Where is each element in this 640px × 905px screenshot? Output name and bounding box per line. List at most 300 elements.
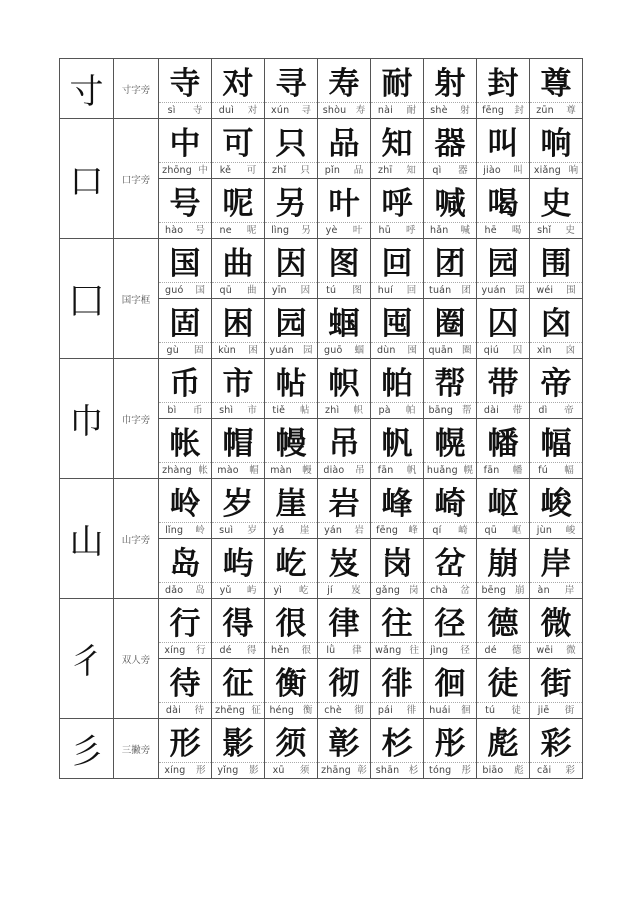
printed-character: 叶	[352, 225, 363, 236]
pinyin-text: màn	[270, 465, 292, 476]
handwritten-character: 可	[212, 119, 264, 163]
handwritten-character: 帮	[424, 359, 476, 403]
printed-character: 幅	[564, 465, 574, 476]
pinyin-label	[477, 463, 529, 478]
handwritten-character: 很	[265, 599, 317, 643]
pinyin-text: dǎo	[165, 585, 184, 596]
radical-glyph: 巾	[60, 359, 114, 479]
printed-character: 币	[193, 405, 203, 416]
pinyin-label	[424, 523, 476, 538]
pinyin-label	[318, 763, 370, 778]
character-cell	[318, 539, 371, 599]
printed-character: 帖	[300, 405, 310, 416]
pinyin-text: biāo	[482, 765, 504, 776]
pinyin-label	[477, 403, 529, 418]
pinyin-label	[318, 283, 370, 298]
pinyin-label	[159, 523, 211, 538]
handwritten-character: 彤	[424, 719, 476, 763]
handwritten-character: 帜	[318, 359, 370, 403]
pinyin-label	[371, 763, 423, 778]
pinyin-label	[318, 583, 370, 598]
pinyin-text: zhī	[378, 165, 393, 176]
pinyin-label	[530, 763, 582, 778]
pinyin-text: yuán	[481, 285, 506, 296]
printed-character: 很	[301, 645, 311, 656]
printed-character: 峻	[565, 525, 576, 536]
printed-character: 知	[406, 165, 416, 176]
pinyin-label	[424, 583, 476, 598]
pinyin-text: sì	[167, 105, 176, 116]
handwritten-character: 峻	[530, 479, 582, 523]
pinyin-label	[530, 703, 582, 718]
printed-character: 行	[196, 645, 206, 656]
pinyin-text: jìng	[430, 645, 449, 656]
handwritten-character: 吊	[318, 419, 370, 463]
pinyin-text: kě	[219, 165, 232, 176]
printed-character: 帽	[249, 465, 259, 476]
pinyin-text: guó	[165, 285, 184, 296]
character-cell	[530, 239, 583, 299]
printed-character: 封	[514, 105, 524, 116]
pinyin-label	[477, 163, 529, 178]
pinyin-text: fān	[483, 465, 500, 476]
printed-character: 响	[568, 165, 579, 176]
pinyin-label	[159, 103, 211, 118]
handwritten-character: 寻	[265, 59, 317, 103]
handwritten-character: 蝈	[318, 299, 370, 343]
handwritten-character: 帆	[371, 419, 423, 463]
pinyin-label	[159, 583, 211, 598]
pinyin-text: zhǐ	[272, 165, 287, 176]
character-cell	[265, 179, 318, 239]
character-cell	[477, 179, 530, 239]
pinyin-text: shǐ	[537, 225, 552, 236]
printed-character: 帆	[406, 465, 417, 476]
handwritten-character: 对	[212, 59, 264, 103]
character-cell	[477, 719, 530, 779]
radical-glyph: 囗	[60, 239, 114, 359]
printed-character: 屿	[246, 585, 257, 596]
handwritten-character: 困	[212, 299, 264, 343]
pinyin-label	[530, 463, 582, 478]
pinyin-text: zhāng	[321, 765, 352, 776]
handwritten-character: 固	[159, 299, 211, 343]
printed-character: 因	[300, 285, 311, 296]
printed-character: 岸	[564, 585, 575, 596]
handwritten-character: 幡	[477, 419, 529, 463]
printed-character: 徘	[406, 705, 417, 716]
radical-glyph: 彡	[60, 719, 114, 779]
printed-character: 尊	[566, 105, 576, 116]
pinyin-text: qiú	[483, 345, 500, 356]
printed-character: 喊	[460, 225, 470, 236]
pinyin-text: yá	[272, 525, 285, 536]
pinyin-label	[212, 403, 264, 418]
character-cell	[530, 539, 583, 599]
pinyin-label	[530, 223, 582, 238]
pinyin-text: tóng	[429, 765, 452, 776]
handwritten-character: 影	[212, 719, 264, 763]
pinyin-text: xíng	[164, 765, 186, 776]
pinyin-text: jùn	[536, 525, 553, 536]
handwritten-character: 微	[530, 599, 582, 643]
pinyin-text: bāng	[428, 405, 454, 416]
pinyin-label	[318, 223, 370, 238]
pinyin-label	[265, 283, 317, 298]
printed-character: 国	[195, 285, 205, 296]
printed-character: 曲	[246, 285, 257, 296]
pinyin-text: huǎng	[426, 465, 458, 476]
character-cell	[318, 359, 371, 419]
handwritten-character: 屹	[265, 539, 317, 583]
radical-glyph: 山	[60, 479, 114, 599]
pinyin-label	[265, 643, 317, 658]
character-cell	[477, 539, 530, 599]
handwritten-character: 团	[424, 239, 476, 283]
radical-name: 口字旁	[114, 119, 159, 239]
character-cell	[212, 719, 265, 779]
pinyin-text: xìn	[536, 345, 552, 356]
pinyin-text: shì	[219, 405, 234, 416]
pinyin-label	[159, 763, 211, 778]
character-cell	[424, 539, 477, 599]
pinyin-label	[371, 283, 423, 298]
character-cell	[530, 659, 583, 719]
character-row	[60, 599, 583, 659]
printed-character: 崎	[458, 525, 468, 536]
character-cell	[159, 719, 212, 779]
printed-character: 徒	[511, 705, 521, 716]
character-cell	[424, 239, 477, 299]
printed-character: 待	[194, 705, 205, 716]
pinyin-text: jí	[327, 585, 333, 596]
pinyin-label	[530, 403, 582, 418]
handwritten-character: 只	[265, 119, 317, 163]
character-cell	[371, 239, 424, 299]
pinyin-text: yǐng	[217, 765, 239, 776]
printed-character: 街	[564, 705, 575, 716]
printed-character: 史	[565, 225, 575, 236]
printed-character: 困	[248, 345, 258, 356]
handwritten-character: 尊	[530, 59, 582, 103]
handwritten-character: 律	[318, 599, 370, 643]
handwritten-character: 杉	[371, 719, 423, 763]
character-cell	[424, 479, 477, 539]
handwritten-character: 寿	[318, 59, 370, 103]
printed-character: 帕	[405, 405, 416, 416]
printed-character: 帜	[353, 405, 363, 416]
pinyin-text: dài	[165, 705, 181, 716]
pinyin-label	[265, 343, 317, 358]
handwritten-character: 帖	[265, 359, 317, 403]
pinyin-label	[530, 523, 582, 538]
pinyin-label	[318, 403, 370, 418]
printed-character: 呢	[246, 225, 257, 236]
pinyin-label	[477, 343, 529, 358]
pinyin-text: héng	[269, 705, 295, 716]
character-cell	[371, 479, 424, 539]
pinyin-label	[477, 703, 529, 718]
handwritten-character: 彪	[477, 719, 529, 763]
pinyin-text: jiào	[483, 165, 501, 176]
pinyin-label	[371, 103, 423, 118]
printed-character: 岩	[354, 525, 364, 536]
character-row	[60, 239, 583, 299]
pinyin-text: qū	[219, 285, 232, 296]
character-cell	[424, 179, 477, 239]
pinyin-label	[318, 703, 370, 718]
pinyin-label	[477, 523, 529, 538]
printed-character: 园	[514, 285, 525, 296]
handwritten-character: 因	[265, 239, 317, 283]
pinyin-text: tú	[485, 705, 496, 716]
character-cell	[159, 539, 212, 599]
character-cell	[477, 299, 530, 359]
printed-character: 微	[566, 645, 576, 656]
pinyin-label	[212, 163, 264, 178]
pinyin-text: yuán	[269, 345, 294, 356]
character-cell	[424, 59, 477, 119]
handwritten-character: 呢	[212, 179, 264, 223]
pinyin-text: gǎng	[375, 585, 401, 596]
printed-character: 号	[195, 225, 205, 236]
character-row	[60, 719, 583, 779]
pinyin-text: zūn	[536, 105, 554, 116]
handwritten-character: 崩	[477, 539, 529, 583]
pinyin-text: chà	[430, 585, 448, 596]
printed-character: 须	[299, 765, 310, 776]
pinyin-text: lǐng	[165, 525, 184, 536]
pinyin-text: fēng	[482, 105, 505, 116]
character-cell	[212, 59, 265, 119]
handwritten-character: 衡	[265, 659, 317, 703]
pinyin-label	[530, 643, 582, 658]
character-cell	[265, 239, 318, 299]
printed-character: 囟	[565, 345, 576, 356]
pinyin-text: yì	[273, 585, 283, 596]
handwritten-character: 峰	[371, 479, 423, 523]
printed-character: 得	[246, 645, 257, 656]
character-cell	[530, 59, 583, 119]
handwritten-character: 中	[159, 119, 211, 163]
pinyin-text: huí	[377, 285, 394, 296]
pinyin-label	[265, 523, 317, 538]
character-cell	[318, 179, 371, 239]
pinyin-text: pà	[378, 405, 391, 416]
character-cell	[265, 599, 318, 659]
character-row	[60, 479, 583, 539]
handwritten-character: 另	[265, 179, 317, 223]
pinyin-text: xíng	[164, 645, 186, 656]
pinyin-label	[424, 763, 476, 778]
character-cell	[212, 419, 265, 479]
printed-character: 岁	[247, 525, 257, 536]
pinyin-label	[424, 703, 476, 718]
pinyin-text: chè	[324, 705, 342, 716]
character-cell	[318, 599, 371, 659]
printed-character: 岗	[409, 585, 419, 596]
pinyin-text: kùn	[218, 345, 237, 356]
pinyin-label	[159, 643, 211, 658]
printed-character: 团	[461, 285, 471, 296]
pinyin-text: shòu	[322, 105, 347, 116]
character-cell	[265, 299, 318, 359]
pinyin-label	[371, 403, 423, 418]
pinyin-label	[530, 163, 582, 178]
pinyin-label	[212, 283, 264, 298]
handwritten-character: 知	[371, 119, 423, 163]
printed-character: 幔	[302, 465, 312, 476]
handwritten-character: 器	[424, 119, 476, 163]
handwritten-character: 岁	[212, 479, 264, 523]
printed-character: 彻	[354, 705, 364, 716]
pinyin-text: wēi	[536, 645, 554, 656]
pinyin-text: wǎng	[375, 645, 402, 656]
pinyin-label	[424, 643, 476, 658]
pinyin-text: xún	[271, 105, 290, 116]
character-cell	[371, 179, 424, 239]
printed-character: 寺	[192, 105, 203, 116]
printed-character: 徊	[461, 705, 471, 716]
handwritten-character: 园	[477, 239, 529, 283]
pinyin-label	[530, 283, 582, 298]
pinyin-text: fēng	[376, 525, 399, 536]
handwritten-character: 封	[477, 59, 529, 103]
character-cell	[371, 59, 424, 119]
pinyin-text: qū	[484, 525, 497, 536]
printed-character: 带	[512, 405, 523, 416]
radical-name: 寸字旁	[114, 59, 159, 119]
pinyin-label	[477, 643, 529, 658]
printed-character: 帮	[462, 405, 472, 416]
pinyin-label	[477, 763, 529, 778]
printed-character: 杉	[408, 765, 419, 776]
pinyin-label	[371, 163, 423, 178]
handwritten-character: 帕	[371, 359, 423, 403]
pinyin-label	[424, 103, 476, 118]
handwritten-character: 曲	[212, 239, 264, 283]
handwritten-character: 得	[212, 599, 264, 643]
pinyin-label	[371, 463, 423, 478]
printed-character: 只	[300, 165, 310, 176]
handwritten-character: 徒	[477, 659, 529, 703]
handwritten-character: 图	[318, 239, 370, 283]
character-cell	[424, 359, 477, 419]
character-cell	[318, 119, 371, 179]
handwritten-character: 彻	[318, 659, 370, 703]
pinyin-label	[159, 223, 211, 238]
handwritten-character: 徊	[424, 659, 476, 703]
pinyin-label	[159, 703, 211, 718]
character-cell	[477, 479, 530, 539]
pinyin-text: xiǎng	[533, 165, 561, 176]
handwritten-character: 徘	[371, 659, 423, 703]
handwritten-character: 崖	[265, 479, 317, 523]
pinyin-label	[212, 463, 264, 478]
character-cell	[371, 299, 424, 359]
printed-character: 器	[458, 165, 468, 176]
printed-character: 德	[511, 645, 522, 656]
pinyin-text: jiē	[537, 705, 550, 716]
handwritten-character: 岔	[424, 539, 476, 583]
pinyin-text: tú	[326, 285, 337, 296]
radical-name: 国字框	[114, 239, 159, 359]
handwritten-character: 街	[530, 659, 582, 703]
pinyin-label	[159, 343, 211, 358]
handwritten-character: 行	[159, 599, 211, 643]
printed-character: 彤	[461, 765, 471, 776]
character-cell	[477, 119, 530, 179]
character-cell	[424, 599, 477, 659]
printed-character: 围	[566, 285, 576, 296]
character-cell	[265, 419, 318, 479]
character-cell	[371, 419, 424, 479]
printed-character: 影	[249, 765, 259, 776]
printed-character: 固	[193, 345, 204, 356]
printed-character: 彪	[514, 765, 524, 776]
printed-character: 回	[406, 285, 417, 296]
pinyin-text: dé	[219, 645, 232, 656]
printed-character: 峰	[408, 525, 418, 536]
pinyin-label	[265, 103, 317, 118]
pinyin-label	[265, 403, 317, 418]
pinyin-text: yīn	[271, 285, 287, 296]
radical-glyph: 口	[60, 119, 114, 239]
pinyin-label	[159, 463, 211, 478]
handwritten-character: 围	[530, 239, 582, 283]
character-cell	[371, 359, 424, 419]
handwritten-character: 叫	[477, 119, 529, 163]
handwritten-character: 叶	[318, 179, 370, 223]
handwritten-character: 待	[159, 659, 211, 703]
character-cell	[159, 119, 212, 179]
handwritten-character: 屿	[212, 539, 264, 583]
pinyin-text: quān	[428, 345, 454, 356]
printed-character: 幌	[463, 465, 474, 476]
pinyin-label	[212, 103, 264, 118]
handwritten-character: 须	[265, 719, 317, 763]
handwritten-character: 耐	[371, 59, 423, 103]
pinyin-label	[477, 103, 529, 118]
radical-name: 双人旁	[114, 599, 159, 719]
character-cell	[265, 59, 318, 119]
handwritten-character: 囚	[477, 299, 529, 343]
printed-character: 崖	[299, 525, 310, 536]
handwritten-character: 岸	[530, 539, 582, 583]
pinyin-label	[371, 523, 423, 538]
character-cell	[530, 179, 583, 239]
character-cell	[212, 659, 265, 719]
character-cell	[318, 719, 371, 779]
pinyin-text: qí	[432, 525, 442, 536]
printed-character: 律	[352, 645, 362, 656]
handwritten-character: 园	[265, 299, 317, 343]
handwritten-character: 史	[530, 179, 582, 223]
printed-character: 呼	[405, 225, 416, 236]
handwritten-character: 帐	[159, 419, 211, 463]
character-row	[60, 119, 583, 179]
pinyin-text: hào	[165, 225, 184, 236]
pinyin-label	[318, 163, 370, 178]
printed-character: 蝈	[354, 345, 364, 356]
printed-character: 帐	[198, 465, 208, 476]
character-cell	[265, 479, 318, 539]
printed-character: 寻	[301, 105, 311, 116]
pinyin-text: tiě	[272, 405, 286, 416]
pinyin-text: hū	[378, 225, 391, 236]
pinyin-label	[477, 583, 529, 598]
printed-character: 彰	[357, 765, 367, 776]
